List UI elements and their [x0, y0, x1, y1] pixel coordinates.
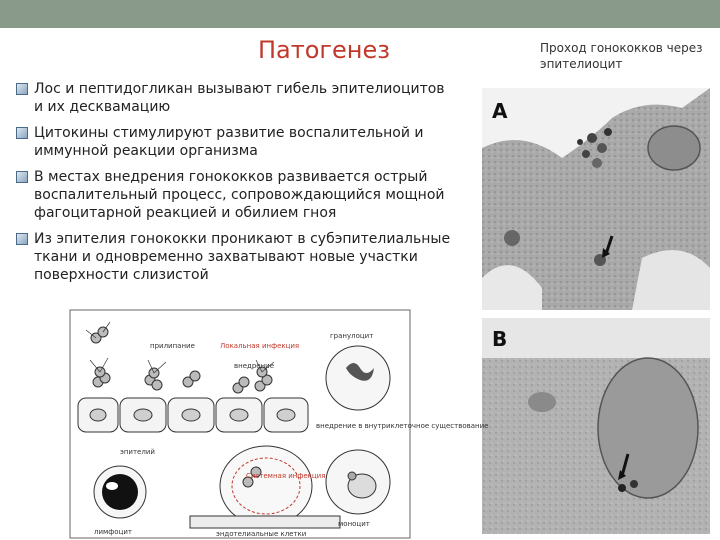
pathogenesis-diagram [70, 310, 489, 538]
label-adhesion: прилипание [150, 342, 195, 350]
lymphocyte-cell [94, 466, 146, 518]
bullet-text: Из эпителия гонококки проникают в субэпителиальные ткани и одновременно захватывают новые участки поверхности слизистой [34, 231, 451, 283]
bullet-text: Цитокины стимулируют развитие воспалительной и иммунной реакции организма [34, 125, 424, 159]
bullet-box-icon [16, 233, 28, 245]
bullet-text: Лос и пептидогликан вызывают гибель эпителиоцитов и их десквамацию [34, 81, 445, 115]
bullet-item [16, 124, 456, 160]
bullet-box-icon [16, 83, 28, 95]
micrograph-b-label: B [492, 327, 508, 351]
label-granulocyte: гранулоцит [330, 332, 374, 340]
micrograph-b [482, 318, 710, 534]
label-local-infection: Локальная инфекция [220, 342, 300, 350]
micrograph-caption: Проход гонококков через эпителиоцит [540, 41, 703, 71]
endothelium-layer [190, 516, 340, 528]
bullet-list [16, 80, 456, 292]
bullet-box-icon [16, 127, 28, 139]
label-invasion-existing: внедрение в внутриклеточное существование [316, 422, 489, 430]
slide-title: Патогенез [258, 36, 391, 64]
bullet-item [16, 168, 456, 222]
label-monocyte: моноцит [338, 520, 370, 528]
micrograph-a-label: A [492, 99, 508, 123]
granulocyte-cell [326, 346, 390, 410]
label-systemic-infection: Системная инфекция [246, 472, 326, 480]
systemic-infection-cell [220, 446, 312, 526]
label-invasion: внедрение [234, 362, 275, 370]
bullet-item [16, 80, 456, 116]
micrograph-a [482, 88, 710, 310]
top-bar [0, 0, 720, 28]
label-epithelium: эпителий [120, 448, 155, 456]
epithelium-layer [78, 398, 308, 432]
monocyte-cell [326, 450, 390, 514]
label-lymphocyte: лимфоцит [94, 528, 132, 536]
label-endothelial: эндотелиальные клетки [216, 530, 307, 538]
bullet-item [16, 230, 456, 284]
bullet-box-icon [16, 171, 28, 183]
bullet-text: В местах внедрения гонококков развивается острый воспалительный процесс, сопровождающийся мощной фагоцитарной реакцией и обилием гноя [34, 169, 445, 221]
